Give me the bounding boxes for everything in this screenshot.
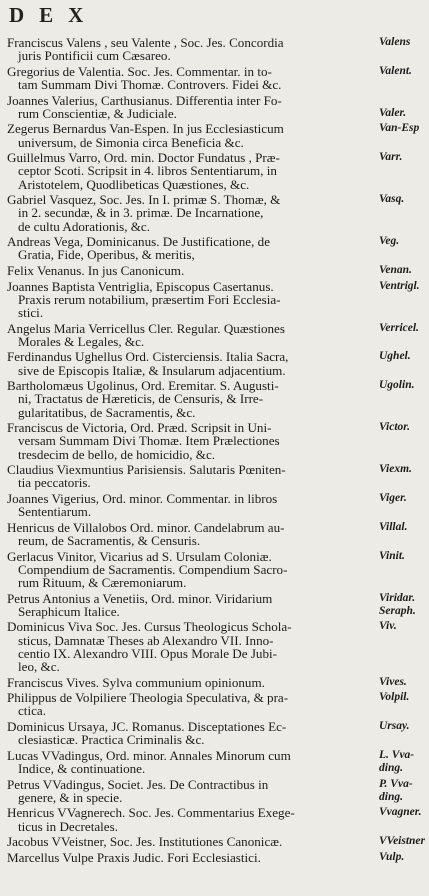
entry-line: Gratia, Fide, Operibus, & meritis,: [18, 247, 195, 263]
index-entry: [6, 806, 429, 832]
margin-note-line: Vives.: [379, 675, 407, 688]
entry-line: Joannes Vigerius, Ord. minor. Commentar. in libros: [7, 491, 278, 506]
entry-line: Praxis rerum notabilium, præsertim Fori Ecclesia-: [18, 291, 281, 307]
entry-line: Dominicus Ursaya, JC. Romanus. Disceptationes Ec-: [7, 719, 287, 734]
margin-note-line: Verricel.: [379, 321, 419, 334]
margin-note: [379, 65, 429, 78]
margin-note: [379, 151, 429, 164]
entry-line: juris Pontificii cum Cæsareo.: [18, 48, 171, 64]
entry-line: sive de Episcopis Italiæ, & Insularum adjacentium.: [18, 362, 286, 378]
index-entry: [6, 350, 429, 376]
margin-note: [379, 322, 429, 335]
margin-note: [379, 778, 429, 804]
margin-note-line: Valent.: [379, 64, 412, 77]
entry-line: Dominicus Viva Soc. Jes. Cursus Theologicus Schola-: [7, 619, 292, 635]
entry-line: Zegerus Bernardus Van-Espen. In jus Ecclesiasticum: [7, 121, 284, 137]
index-entries: [6, 36, 429, 864]
margin-note: [379, 193, 429, 206]
margin-note-line: Viexm.: [379, 463, 412, 476]
index-entry: [6, 676, 429, 689]
margin-note-line: Vvagner.: [379, 806, 422, 819]
entry-line: universum, de Simonia circa Beneficia &c.: [18, 134, 244, 150]
page-header: DEX: [9, 3, 99, 27]
entry-line: Compendium de Sacramentis. Compendium Sacro-: [18, 561, 288, 577]
margin-note: [379, 806, 429, 819]
entry-line: Guillelmus Varro, Ord. min. Doctor Fundatus , Præ-: [7, 150, 280, 166]
margin-note-line: Ventrigl.: [379, 279, 420, 292]
entry-line: Joannes Baptista Ventriglia, Episcopus Casertanus.: [7, 278, 274, 294]
margin-note: [379, 36, 429, 49]
margin-note-line: Seraph.: [379, 604, 416, 617]
margin-note-line: Valer.: [379, 106, 407, 119]
entry-line: Lucas VVadingus, Ord. minor. Annales Minorum cum: [7, 747, 291, 763]
margin-note-line: Viridar.: [379, 591, 416, 604]
margin-note: [379, 720, 429, 733]
margin-note-line: Vulp.: [379, 850, 405, 863]
margin-note: [379, 94, 429, 120]
margin-note-line: Vinit.: [379, 549, 405, 562]
margin-note: [379, 280, 429, 293]
margin-note-line: Valens: [379, 36, 411, 48]
entry-line: tresdecim de bello, de homicidio, &c.: [18, 446, 216, 462]
index-entry: [6, 421, 429, 460]
entry-line: Henricus VVagnerech. Soc. Jes. Commentarius Exege-: [7, 805, 295, 821]
margin-note-line: Venan.: [379, 264, 412, 276]
margin-note-line: Ughel.: [379, 350, 411, 363]
entry-line: Seraphicum Italice.: [18, 603, 120, 619]
entry-line: Sententiarum.: [18, 504, 92, 520]
margin-note-line: ding.: [379, 761, 403, 774]
margin-note-line: Varr.: [379, 151, 403, 164]
entry-line: Morales & Legales, &c.: [18, 333, 145, 349]
entry-line: in 2. secundæ, & in 3. primæ. De Incarnatione,: [18, 205, 264, 221]
index-entry: [6, 65, 429, 91]
entry-line: Jacobus VVeistner, Soc. Jes. Institutiones Canonicæ.: [7, 834, 283, 850]
entry-line: Franciscus Vives. Sylva communium opinionum.: [7, 674, 265, 690]
entry-line: stici.: [18, 304, 44, 320]
margin-note: [379, 264, 429, 277]
margin-note-line: Villal.: [379, 520, 408, 533]
index-entry: [6, 122, 429, 148]
margin-note: [379, 620, 429, 633]
margin-note-line: Ursay.: [379, 720, 410, 732]
entry-line: Claudius Viexmuntius Parisiensis. Salutaris Pœniten-: [7, 462, 286, 478]
margin-note-line: Viger.: [379, 492, 407, 504]
index-entry: [6, 264, 429, 277]
margin-note-line: Vasq.: [379, 193, 405, 206]
index-entry: [6, 235, 429, 261]
entry-line: genere, & in specie.: [18, 789, 123, 805]
index-entry: [6, 280, 429, 319]
margin-note-line: Volpil.: [379, 691, 410, 704]
margin-note: [379, 691, 429, 704]
entry-line: ticus in Decretales.: [18, 818, 118, 834]
entry-line: Marcellus Vulpe Praxis Judic. Fori Ecclesiastici.: [7, 849, 261, 865]
index-entry: [6, 36, 429, 62]
index-entry: [6, 620, 429, 673]
entry-line: centio IX. Alexandro VIII. Opus Morale De Jubi-: [18, 645, 278, 661]
entry-line: Aristotelem, Quodlibeticas Quæstiones, &c.: [18, 176, 250, 192]
entry-line: ctica.: [18, 703, 46, 719]
entry-line: Angelus Maria Verricellus Cler. Regular. Quæstiones: [7, 320, 285, 336]
entry-line: Bartholomæus Ugolinus, Ord. Eremitar. S. Augusti-: [7, 378, 279, 394]
entry-line: Joannes Valerius, Carthusianus. Differentia inter Fo-: [7, 92, 282, 108]
index-entry: [6, 835, 429, 848]
margin-note: [379, 421, 429, 434]
margin-note: [379, 592, 429, 618]
entry-line: ni, Tractatus de Hæreticis, de Censuris, & Irre-: [18, 391, 264, 407]
entry-line: Indice, & continuatione.: [18, 760, 146, 776]
index-entry: [6, 193, 429, 232]
margin-note: [379, 676, 429, 689]
entry-line: Petrus Antonius a Venetiis, Ord. minor. Viridarium: [7, 590, 273, 606]
entry-line: Franciscus Valens , seu Valente , Soc. Jes. Concordia: [7, 35, 284, 50]
entry-line: tia peccatoris.: [18, 475, 91, 491]
entry-line: ceptor Scoti. Scripsit in 4. libros Sententiarum, in: [18, 163, 277, 179]
margin-note-line: P. Vva-: [379, 777, 413, 790]
index-entry: [6, 492, 429, 518]
margin-note: [379, 463, 429, 476]
entry-line: sticus, Damnatæ Theses ab Alexandro VII. Inno-: [18, 632, 274, 648]
entry-line: leo, &c.: [18, 658, 60, 674]
index-entry: [6, 851, 429, 864]
entry-line: Philippus de Volpiliere Theologia Speculativa, & pra-: [7, 690, 289, 706]
index-entry: [6, 691, 429, 717]
index-entry: [6, 379, 429, 418]
margin-note: [379, 379, 429, 392]
margin-note: [379, 235, 429, 248]
entry-line: Gerlacus Vinitor, Vicarius ad S. Ursulam Coloniæ.: [7, 548, 272, 564]
margin-note-line: L. Vva-: [379, 748, 415, 761]
margin-note-line: Veg.: [379, 235, 400, 248]
index-entry: [6, 463, 429, 489]
entry-line: Petrus VVadingus, Societ. Jes. De Contractibus in: [7, 776, 269, 792]
entry-line: clesiasticæ. Practica Criminalis &c.: [18, 732, 205, 748]
margin-note-line: VVeistner: [379, 835, 426, 848]
entry-line: Gregorius de Valentia. Soc. Jes. Commentar. in to-: [7, 63, 272, 79]
margin-note: [379, 521, 429, 534]
margin-note-line: Viv.: [379, 620, 397, 633]
index-entry: [6, 749, 429, 775]
margin-note: [379, 550, 429, 563]
index-entry: [6, 778, 429, 804]
entry-line: rum Rituum, & Cæremoniarum.: [18, 574, 187, 590]
margin-note-line: Van-Esp: [379, 122, 420, 135]
margin-note-line: Victor.: [379, 421, 410, 434]
index-entry: [6, 521, 429, 547]
entry-line: gularitatibus, de Sacramentis, &c.: [18, 404, 196, 420]
margin-note: [379, 492, 429, 505]
margin-note: [379, 851, 429, 864]
margin-note-line: [379, 94, 429, 107]
index-entry: [6, 550, 429, 589]
margin-note: [379, 749, 429, 775]
entry-line: de cultu Adorationis, &c.: [18, 218, 151, 234]
margin-note: [379, 835, 429, 848]
entry-line: rum Conscientiæ, & Judiciale.: [18, 105, 177, 121]
margin-note-line: ding.: [379, 790, 403, 803]
entry-line: Andreas Vega, Dominicanus. De Justificatione, de: [7, 234, 271, 250]
index-entry: [6, 94, 429, 120]
entry-line: Gabriel Vasquez, Soc. Jes. In I. primæ S. Thomæ, &: [7, 192, 281, 208]
entry-line: Henricus de Villalobos Ord. minor. Candelabrum au-: [7, 519, 285, 535]
entry-line: Felix Venanus. In jus Canonicum.: [7, 263, 185, 278]
margin-note: [379, 122, 429, 135]
entry-line: Ferdinandus Ughellus Ord. Cisterciensis. Italia Sacra,: [7, 349, 289, 365]
index-entry: [6, 720, 429, 746]
margin-note-line: Ugolin.: [379, 379, 415, 392]
entry-line: Franciscus de Victoria, Ord. Præd. Scripsit in Uni-: [7, 420, 272, 436]
index-entry: [6, 322, 429, 348]
entry-line: tam Summam Divi Thomæ. Controvers. Fidei &c.: [18, 76, 282, 92]
entry-line: versam Summam Divi Thomæ. Item Prælectiones: [18, 433, 280, 449]
index-entry: [6, 592, 429, 618]
entry-line: reum, de Sacramentis, & Censuris.: [18, 532, 201, 548]
index-entry: [6, 151, 429, 190]
margin-note: [379, 350, 429, 363]
